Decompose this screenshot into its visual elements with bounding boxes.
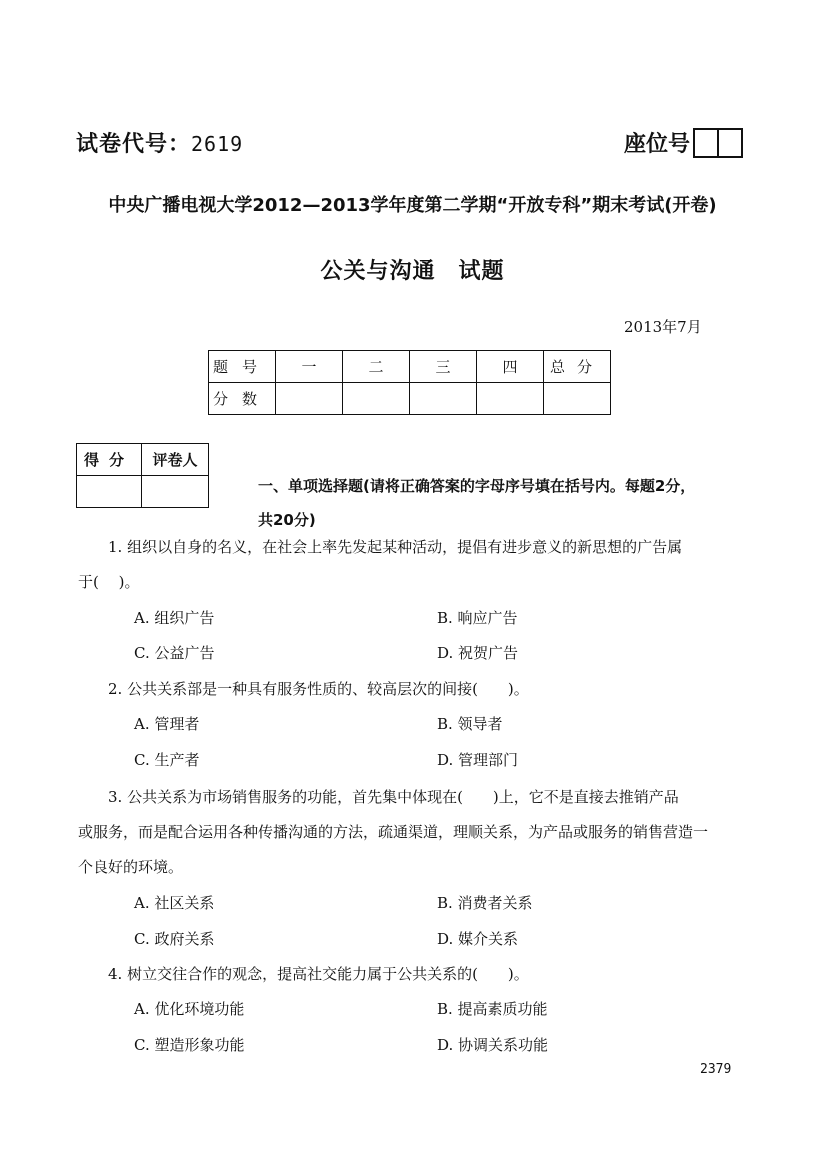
seat-number-boxes — [693, 128, 743, 158]
score-cell-4[interactable] — [477, 383, 544, 415]
exam-code-label: 试卷代号： — [76, 132, 192, 157]
question-1-line: 1. 组织以自身的名义，在社会上率先发起某种活动，提倡有进步意义的新思想的广告属 — [108, 538, 683, 556]
score-table — [208, 350, 611, 415]
option-a[interactable]: A. 优化环境功能 — [134, 1000, 245, 1018]
seat-number — [624, 127, 743, 158]
option-a[interactable]: A. 组织广告 — [134, 609, 215, 627]
option-b[interactable]: B. 提高素质功能 — [437, 1000, 548, 1018]
option-d[interactable]: D. 祝贺广告 — [437, 644, 519, 662]
option-b[interactable]: B. 消费者关系 — [437, 894, 533, 912]
score-table-cell: 四 — [477, 351, 544, 383]
score-table-cell: 分数 — [209, 383, 276, 415]
question-4-line: 4. 树立交往合作的观念，提高社交能力属于公共关系的( )。 — [108, 965, 529, 983]
score-cell-2[interactable] — [343, 383, 410, 415]
option-c[interactable]: C. 塑造形象功能 — [134, 1036, 245, 1054]
grader-name-cell[interactable] — [142, 476, 209, 508]
section-heading-line: 一、单项选择题(请将正确答案的字母序号填在括号内。每题2分， — [258, 477, 696, 495]
score-table-cell: 总分 — [544, 351, 611, 383]
option-d[interactable]: D. 协调关系功能 — [437, 1036, 549, 1054]
score-table-cell: 题号 — [209, 351, 276, 383]
seat-box — [693, 128, 719, 158]
option-c[interactable]: C. 公益广告 — [134, 644, 215, 662]
grader-score-label: 得分 — [77, 444, 142, 476]
seat-number-label: 座位号 — [624, 132, 691, 157]
question-3-line: 3. 公共关系为市场销售服务的功能，首先集中体现在( )上，它不是直接去推销产品 — [108, 788, 679, 806]
page-number: 2379 — [700, 1062, 732, 1077]
exam-date: 2013年7月 — [624, 318, 702, 336]
grader-table — [76, 443, 209, 508]
question-1-line: 于( )。 — [78, 573, 140, 591]
question-2-line: 2. 公共关系部是一种具有服务性质的、较高层次的间接( )。 — [108, 680, 529, 698]
score-cell-3[interactable] — [410, 383, 477, 415]
exam-code — [76, 127, 243, 158]
score-table-header-row — [209, 351, 611, 383]
score-cell-1[interactable] — [276, 383, 343, 415]
option-c[interactable]: C. 生产者 — [134, 751, 200, 769]
option-b[interactable]: B. 领导者 — [437, 715, 503, 733]
score-cell-total[interactable] — [544, 383, 611, 415]
exam-code-value: 2619 — [191, 132, 244, 156]
option-a[interactable]: A. 社区关系 — [134, 894, 215, 912]
grader-name-label: 评卷人 — [142, 444, 209, 476]
seat-box — [719, 128, 743, 158]
grader-table-input-row — [77, 476, 209, 508]
grader-table-header-row — [77, 444, 209, 476]
option-c[interactable]: C. 政府关系 — [134, 930, 215, 948]
option-a[interactable]: A. 管理者 — [134, 715, 200, 733]
question-3-line: 个良好的环境。 — [78, 858, 184, 876]
question-3-line: 或服务，而是配合运用各种传播沟通的方法，疏通渠道，理顺关系，为产品或服务的销售营造一 — [78, 823, 709, 841]
exam-line: 中央广播电视大学2012—2013学年度第二学期“开放专科”期末考试(开卷) — [108, 195, 717, 216]
score-table-score-row — [209, 383, 611, 415]
grader-score-cell[interactable] — [77, 476, 142, 508]
score-table-cell: 一 — [276, 351, 343, 383]
option-d[interactable]: D. 媒介关系 — [437, 930, 519, 948]
score-table-cell: 二 — [343, 351, 410, 383]
option-d[interactable]: D. 管理部门 — [437, 751, 519, 769]
score-table-cell: 三 — [410, 351, 477, 383]
option-b[interactable]: B. 响应广告 — [437, 609, 518, 627]
section-heading-line: 共20分) — [258, 511, 316, 529]
section-heading — [258, 469, 758, 537]
page-title: 公关与沟通 试题 — [320, 259, 505, 284]
